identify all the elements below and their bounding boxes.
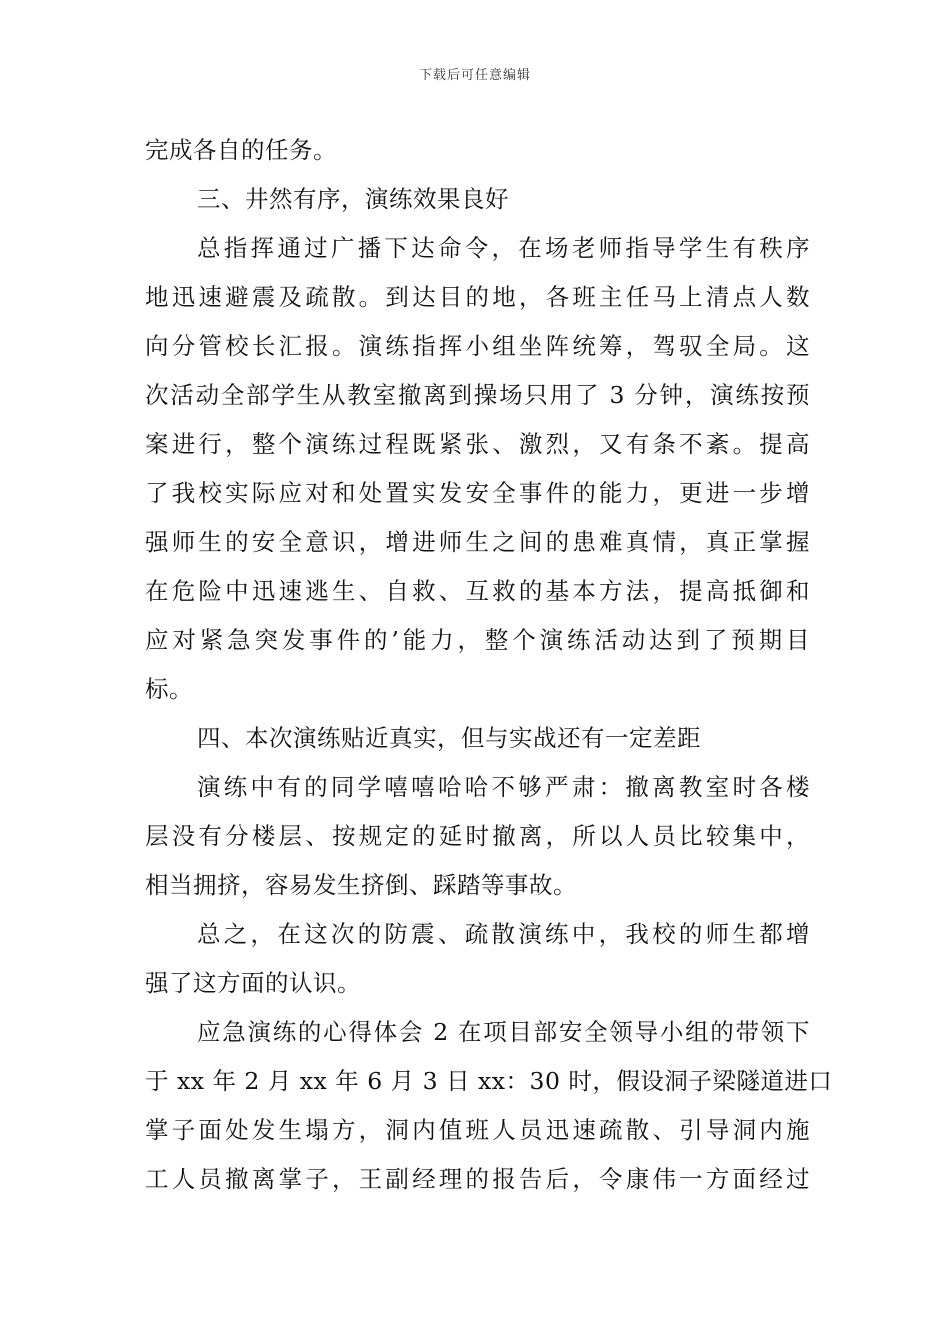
- text-line: 强了这方面的认识。: [145, 969, 361, 997]
- text-line: 总指挥通过广播下达命令，在场老师指导学生有秩序: [197, 234, 810, 262]
- text-line: 强师生的安全意识，增进师生之间的患难真情，真正掌握: [145, 528, 810, 556]
- text-line: 三、井然有序，演练效果良好: [197, 185, 509, 213]
- text-line: 在危险中迅速逃生、自救、互救的基本方法，提高抵御和: [145, 577, 810, 605]
- text-line: 了我校实际应对和处置实发安全事件的能力，更进一步增: [145, 479, 810, 507]
- text-line: 层没有分楼层、按规定的延时撤离，所以人员比较集中，: [145, 822, 810, 850]
- text-line: 演练中有的同学嘻嘻哈哈不够严肃：撤离教室时各楼: [197, 773, 810, 801]
- text-line: 向分管校长汇报。演练指挥小组坐阵统筹，驾驭全局。这: [145, 332, 810, 360]
- text-line: 于 xx 年 2 月 xx 年 6 月 3 日 xx：30 时，假设洞子梁隧道进口: [145, 1067, 833, 1095]
- text-line: 四、本次演练贴近真实，但与实战还有一定差距: [197, 724, 701, 752]
- text-line: 总之，在这次的防震、疏散演练中，我校的师生都增: [197, 920, 810, 948]
- text-line: 相当拥挤，容易发生挤倒、踩踏等事故。: [145, 871, 577, 899]
- text-line: 完成各自的任务。: [145, 136, 337, 164]
- text-line: 地迅速避震及疏散。到达目的地，各班主任马上清点人数: [145, 283, 810, 311]
- text-line: 次活动全部学生从教室撤离到操场只用了 3 分钟，演练按预: [145, 381, 810, 409]
- page-header: 下载后可任意编辑: [418, 68, 531, 83]
- text-line: 掌子面处发生塌方，洞内值班人员迅速疏散、引导洞内施: [145, 1116, 810, 1144]
- text-line: 工人员撤离掌子，王副经理的报告后，令康伟一方面经过: [145, 1165, 810, 1193]
- text-line: 标。: [145, 675, 193, 703]
- text-line: 应急演练的心得体会 2 在项目部安全领导小组的带领下: [197, 1018, 810, 1046]
- text-line: 应对紧急突发事件的’能力，整个演练活动达到了预期目: [145, 626, 810, 654]
- text-line: 案进行，整个演练过程既紧张、激烈，又有条不紊。提高: [145, 430, 810, 458]
- document-body: [145, 126, 833, 1204]
